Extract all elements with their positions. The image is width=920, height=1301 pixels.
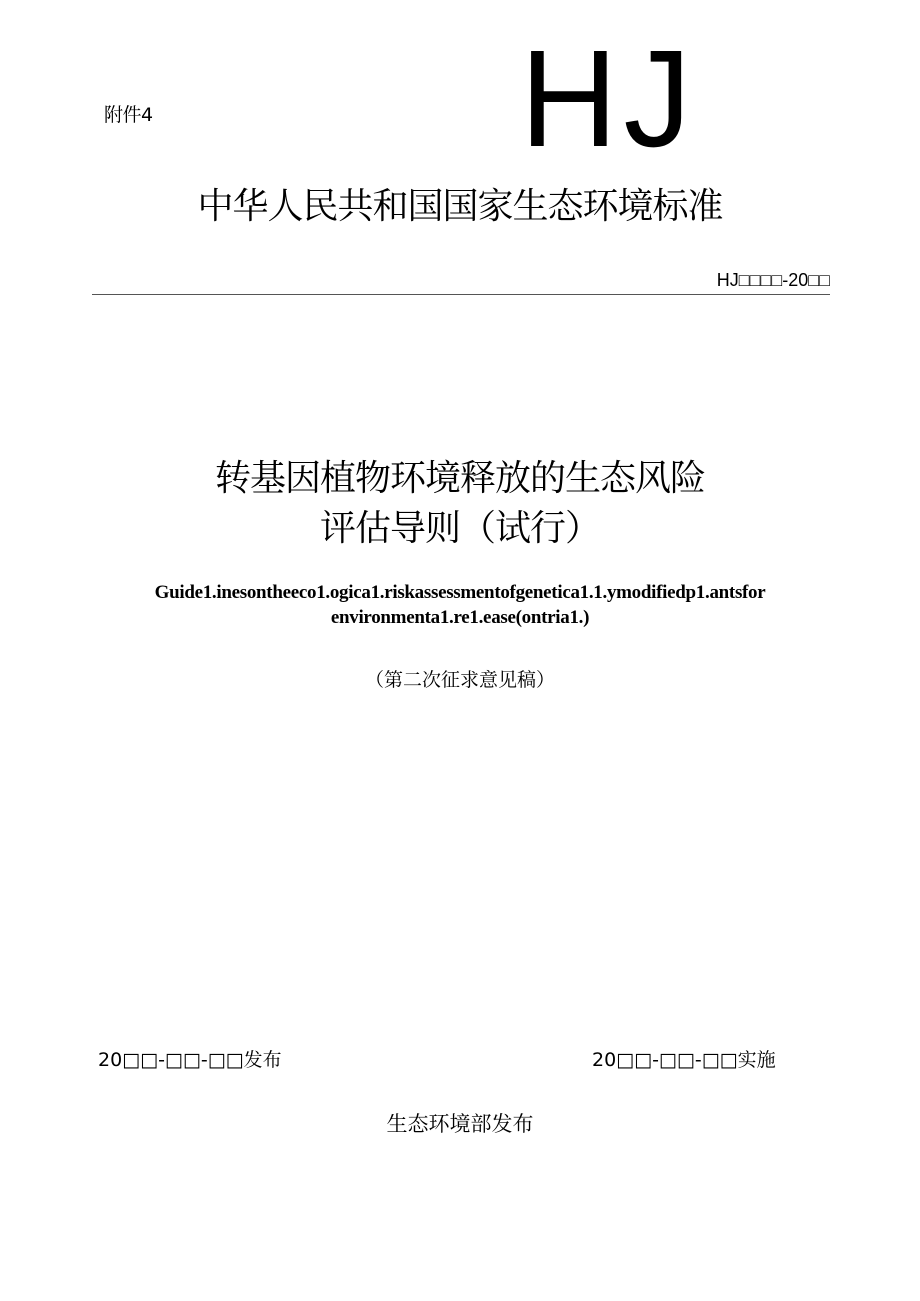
issue-date: 20□□-□□-□□发布 [98,1049,282,1071]
document-title-line-2: 评估导则（试行） [319,508,600,549]
standard-category-title: 中华人民共和国国家生态环境标准 [197,186,723,227]
english-title-line-2: environmenta1.re1.ease(ontria1.) [330,607,590,628]
effective-date: 20□□-□□-□□实施 [592,1049,776,1071]
draft-status: （第二次征求意见稿） [364,669,555,691]
document-title-line-1: 转基因植物环境释放的生态风险 [214,458,705,499]
attachment-label: 附件4 [104,104,153,126]
publisher: 生态环境部发布 [386,1112,534,1136]
header-divider [92,294,830,295]
english-title-line-1: Guide1.inesontheeco1.ogica1.riskassessmentofgenetica1.1.ymodifiedp1.antsfor [154,582,766,603]
standard-number: HJ□□□□-20□□ [716,270,830,290]
hj-logo: HJ [520,22,698,176]
